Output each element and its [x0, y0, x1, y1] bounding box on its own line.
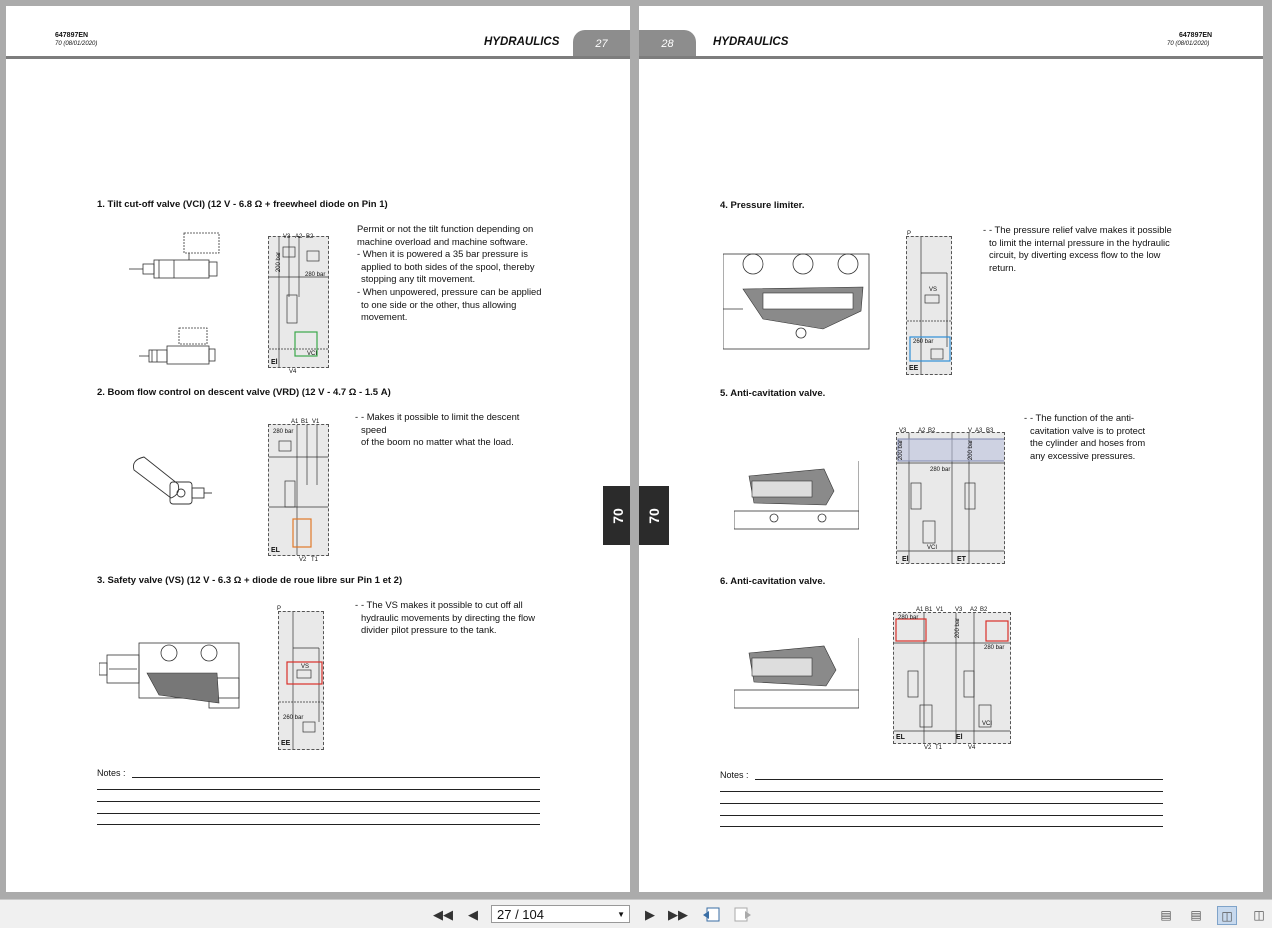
hydraulic-schematic	[277, 606, 324, 750]
description-line: circuit, by diverting excess flow to the low	[989, 249, 1161, 261]
schematic-label: V4	[968, 745, 976, 751]
schematic-label: 200 bar	[968, 439, 975, 461]
flow-control-valve-drawing	[126, 452, 216, 522]
section-title: 5. Anti-cavitation valve.	[720, 388, 826, 399]
hydraulic-schematic	[268, 234, 329, 375]
left-page	[6, 6, 630, 892]
notes-label: Notes :	[97, 768, 126, 778]
single-page-view-icon[interactable]: ▤	[1160, 907, 1172, 922]
doc-date: 70 (08/01/2020)	[55, 41, 98, 47]
page-number-tab: 27	[573, 30, 630, 57]
description-line: - When unpowered, pressure can be applied	[357, 285, 542, 297]
schematic-label: A2	[970, 607, 978, 613]
description-line: - - The pressure relief valve makes it possible	[983, 224, 1173, 237]
schematic-label: VCI	[307, 351, 318, 357]
hydraulic-schematic	[906, 231, 952, 375]
description-line: - When it is powered a 35 bar pressure is	[357, 248, 528, 260]
page-number-tab: 28	[639, 30, 696, 57]
schematic-label: EL	[271, 547, 280, 554]
solenoid-valve-drawing	[139, 324, 224, 376]
schematic-label: A3	[975, 428, 983, 434]
section-title: 3. Safety valve (VS) (12 V - 6.3 Ω + diode de roue libre sur Pin 1 et 2)	[97, 575, 403, 586]
schematic-label: 260 bar	[283, 715, 304, 721]
description-line: the cylinder and hoses from	[1030, 437, 1146, 449]
section-description	[983, 224, 1173, 274]
anti-cavitation-valve-drawing	[734, 461, 859, 531]
section-title: 4. Pressure limiter.	[720, 200, 805, 211]
right-page	[639, 6, 1263, 892]
notes-line	[97, 824, 540, 825]
description-line: return.	[989, 261, 1017, 273]
header-title: HYDRAULICS	[713, 36, 789, 48]
description-line: - - The VS makes it possible to cut off all	[355, 599, 545, 612]
description-line: hydraulic movements by directing the flow	[361, 611, 536, 623]
header-title: HYDRAULICS	[484, 36, 560, 48]
schematic-label: V1	[936, 607, 944, 613]
schematic-label: V4	[289, 369, 297, 375]
section-description	[355, 223, 545, 324]
description-line: stopping any tilt movement.	[361, 273, 476, 285]
header-rule	[639, 56, 1263, 59]
schematic-label: ET	[957, 556, 966, 563]
facing-view-icon[interactable]: ◫	[1217, 906, 1237, 925]
schematic-label: V3	[899, 428, 907, 434]
schematic-label: 200 bar	[898, 439, 905, 461]
section-title: 1. Tilt cut-off valve (VCI) (12 V - 6.8 Ω + freewheel diode on Pin 1)	[97, 199, 388, 210]
schematic-label: B1	[301, 419, 309, 425]
schematic-label: T1	[311, 557, 319, 563]
doc-number: 647897EN	[55, 32, 89, 39]
schematic-label: EL	[896, 734, 905, 741]
schematic-label: V3	[955, 607, 963, 613]
schematic-label: VCI	[982, 721, 993, 727]
schematic-label: 280 bar	[984, 645, 1005, 651]
hydraulic-schematic	[893, 607, 1011, 751]
description-line: - - The function of the anti-	[1024, 412, 1169, 425]
description-line: any excessive pressures.	[1030, 449, 1136, 461]
schematic-label: B2	[928, 428, 936, 434]
schematic-label: A1	[291, 419, 299, 425]
notes-line	[97, 789, 540, 790]
schematic-label: A2	[295, 234, 303, 240]
description-line: - - Makes it possible to limit the descent speed	[355, 411, 545, 436]
notes-line	[720, 815, 1163, 816]
schematic-label: 280 bar	[273, 429, 294, 435]
schematic-label: V	[968, 428, 973, 434]
description-line: applied to both sides of the spool, thereby	[361, 260, 535, 272]
description-line: movement.	[361, 311, 408, 323]
hydraulic-schematic	[268, 419, 329, 563]
description-line: divider pilot pressure to the tank.	[361, 624, 497, 636]
section-description	[355, 411, 545, 449]
notes-line	[97, 801, 540, 802]
first-page-icon[interactable]: ◀◀	[433, 906, 453, 922]
chevron-down-icon: ▼	[617, 910, 625, 919]
schematic-label: P	[907, 231, 912, 237]
page-number-select[interactable]	[491, 905, 630, 923]
notes-line	[97, 813, 540, 814]
schematic-label: A2	[918, 428, 926, 434]
notes-label: Notes :	[720, 770, 749, 780]
next-page-icon[interactable]: ▶	[645, 906, 655, 922]
schematic-label: P	[277, 606, 282, 612]
section-title: 6. Anti-cavitation valve.	[720, 576, 826, 587]
next-view-icon[interactable]	[733, 906, 753, 923]
description-line: cavitation valve is to protect	[1030, 424, 1146, 436]
schematic-label: El	[902, 556, 909, 563]
safety-valve-drawing	[99, 633, 244, 715]
continuous-facing-view-icon[interactable]: ◫	[1253, 907, 1265, 922]
schematic-label: 260 bar	[913, 339, 934, 345]
schematic-label: B3	[986, 428, 994, 434]
previous-view-icon[interactable]	[701, 906, 721, 923]
schematic-label: V2	[299, 557, 307, 563]
description-line: to limit the internal pressure in the hydraulic	[989, 236, 1170, 248]
anti-cavitation-valve-drawing	[734, 638, 859, 710]
last-page-icon[interactable]: ▶▶	[668, 906, 688, 922]
description-line: to one side or the other, thus allowing	[361, 298, 517, 310]
schematic-label: El	[271, 359, 278, 366]
schematic-label: VS	[301, 664, 310, 670]
notes-line	[720, 826, 1163, 827]
doc-date: 70 (08/01/2020)	[1167, 41, 1210, 47]
header-rule	[6, 56, 630, 59]
section-title: 2. Boom flow control on descent valve (VRD) (12 V - 4.7 Ω - 1.5 A)	[97, 387, 391, 398]
schematic-label: VS	[929, 287, 938, 293]
hydraulic-schematic	[896, 428, 1005, 564]
notes-line	[720, 791, 1163, 792]
schematic-label: VCI	[927, 545, 938, 551]
doc-number: 647897EN	[1179, 32, 1213, 39]
section-description	[355, 599, 545, 637]
schematic-label: 200 bar	[276, 251, 283, 273]
section-description	[1024, 412, 1169, 462]
schematic-label: EE	[909, 365, 919, 372]
schematic-label: B2	[980, 607, 988, 613]
schematic-label: A1	[916, 607, 924, 613]
notes-line	[755, 779, 1163, 780]
solenoid-valve-drawing	[129, 228, 234, 294]
schematic-label: 200 bar	[955, 617, 962, 639]
chapter-side-tab: 70	[603, 486, 630, 545]
schematic-label: V3	[283, 234, 291, 240]
description-line: of the boom no matter what the load.	[361, 436, 514, 448]
schematic-label: V2	[924, 745, 932, 751]
chapter-side-tab: 70	[639, 486, 669, 545]
description-line: Permit or not the tilt function depending on	[357, 223, 534, 234]
viewer-toolbar	[0, 899, 1272, 928]
continuous-view-icon[interactable]: ▤	[1190, 907, 1202, 922]
schematic-label: T1	[935, 745, 943, 751]
schematic-label: V1	[312, 419, 320, 425]
previous-page-icon[interactable]: ◀	[468, 906, 478, 922]
page-indicator: 27 / 104	[497, 907, 544, 922]
schematic-label: B2	[306, 234, 314, 240]
schematic-label: 280 bar	[305, 272, 326, 278]
pressure-limiter-drawing	[723, 249, 871, 351]
schematic-label: EE	[281, 740, 291, 747]
schematic-label: 280 bar	[930, 467, 951, 473]
schematic-label: 280 bar	[898, 615, 919, 621]
notes-line	[720, 803, 1163, 804]
schematic-label: El	[956, 734, 963, 741]
description-line: machine overload and machine software.	[357, 235, 528, 247]
notes-line	[132, 777, 540, 778]
schematic-label: B1	[925, 607, 933, 613]
